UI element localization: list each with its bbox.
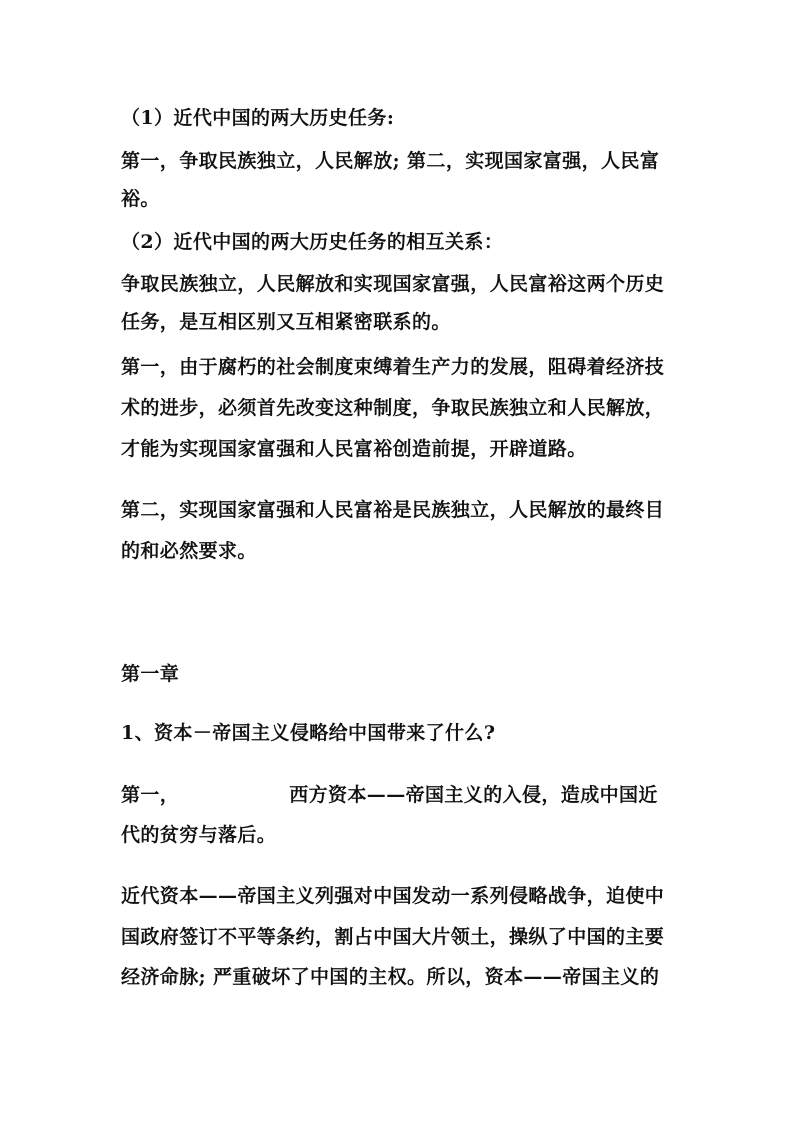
first-point-lead: 第一， [121,784,180,806]
tasks-text-line: 裕。 [121,188,160,210]
chapter-title: 第一章 [121,663,180,685]
paragraph-line: 第二，实现国家富强和人民富裕是民族独立，人民解放的最终目 [121,499,665,521]
paragraph-line: 近代资本——帝国主义列强对中国发动一系列侵略战争，迫使中 [121,885,665,907]
paragraph-line: 才能为实现国家富强和人民富裕创造前提，开辟道路。 [121,438,587,460]
paragraph-line: 任务，是互相区别又互相紧密联系的。 [121,311,451,333]
paragraph-line: 经济命脉; 严重破坏了中国的主权。所以，资本——帝国主义的 [121,966,660,988]
section-heading-relationship: （2）近代中国的两大历史任务的相互关系： [121,231,504,253]
paragraph-line: 第一，由于腐朽的社会制度束缚着生产力的发展，阻碍着经济技 [121,356,665,378]
section-heading-tasks: （1）近代中国的两大历史任务: [121,107,395,129]
paragraph-line: 争取民族独立，人民解放和实现国家富强，人民富裕这两个历史 [121,273,665,295]
paragraph-line: 国政府签订不平等条约，割占中国大片领土，操纵了中国的主要 [121,926,665,948]
paragraph-line: 的和必然要求。 [121,540,257,562]
tasks-text-line: 第一，争取民族独立，人民解放; 第二，实现国家富强，人民富 [121,150,660,172]
paragraph-line: 代的贫穷与落后。 [121,824,277,846]
paragraph-line [121,783,681,807]
paragraph-line: 术的进步，必须首先改变这种制度，争取民族独立和人民解放， [121,397,665,419]
chapter-question: 1、资本－帝国主义侵略给中国带来了什么? [121,722,496,744]
first-point-text: 西方资本——帝国主义的入侵，造成中国近 [289,784,658,806]
